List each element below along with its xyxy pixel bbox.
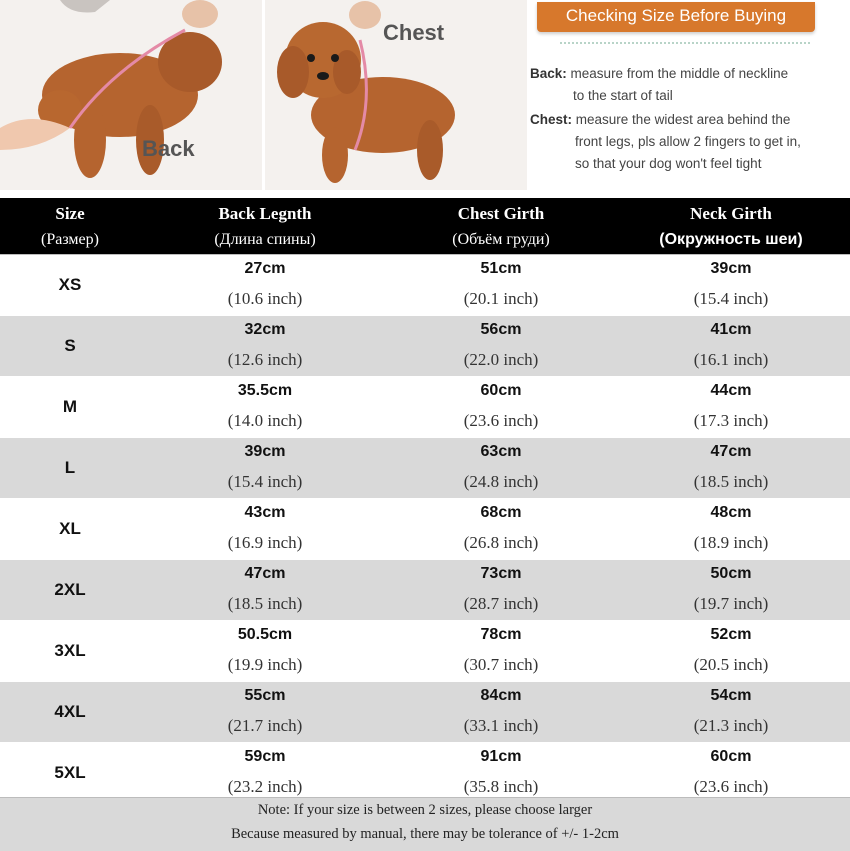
neck-cell: 47cm (18.5 inch) — [612, 438, 850, 499]
chest-desc-line2: front legs, pls allow 2 fingers to get in, — [575, 134, 801, 149]
table-header-row — [0, 198, 850, 255]
neck-cell: 48cm (18.9 inch) — [612, 499, 850, 560]
table-row — [0, 560, 850, 621]
chest-cell: 63cm (24.8 inch) — [390, 438, 612, 499]
back-cell: 47cm (18.5 inch) — [140, 560, 390, 621]
dotted-divider — [560, 42, 810, 48]
header-back-length: Back Legnth (Длина спины) — [140, 198, 390, 255]
size-cell: 5XL — [0, 743, 140, 804]
table-row — [0, 316, 850, 377]
chest-cell: 60cm (23.6 inch) — [390, 377, 612, 438]
back-cell: 35.5cm (14.0 inch) — [140, 377, 390, 438]
header-size: Size (Размер) — [0, 198, 140, 255]
back-instruction — [530, 63, 788, 107]
chest-cell: 73cm (28.7 inch) — [390, 560, 612, 621]
back-cell: 43cm (16.9 inch) — [140, 499, 390, 560]
size-cell: XS — [0, 255, 140, 316]
back-term: Back: — [530, 66, 567, 81]
note-line2: Because measured by manual, there may be tolerance of +/- 1-2cm — [231, 826, 619, 842]
back-measure-photo — [0, 0, 262, 190]
chest-cell: 51cm (20.1 inch) — [390, 255, 612, 316]
size-cell: 4XL — [0, 682, 140, 743]
size-cell: L — [0, 438, 140, 499]
neck-cell: 54cm (21.3 inch) — [612, 682, 850, 743]
chest-cell: 56cm (22.0 inch) — [390, 316, 612, 377]
checking-size-banner: Checking Size Before Buying — [537, 2, 815, 32]
header-neck-girth: Neck Girth (Окружность шеи) — [612, 198, 850, 255]
size-cell: 2XL — [0, 560, 140, 621]
back-cell: 27cm (10.6 inch) — [140, 255, 390, 316]
chest-desc-line3: so that your dog won't feel tight — [575, 156, 762, 171]
size-cell: S — [0, 316, 140, 377]
chest-cell: 68cm (26.8 inch) — [390, 499, 612, 560]
note-line1: Note: If your size is between 2 sizes, please choose larger — [257, 802, 593, 818]
neck-cell: 44cm (17.3 inch) — [612, 377, 850, 438]
header-chest-girth: Chest Girth (Объём груди) — [390, 198, 612, 255]
size-chart-table — [0, 198, 850, 804]
chest-cell: 84cm (33.1 inch) — [390, 682, 612, 743]
neck-cell: 41cm (16.1 inch) — [612, 316, 850, 377]
table-row — [0, 499, 850, 560]
size-cell: XL — [0, 499, 140, 560]
back-cell: 32cm (12.6 inch) — [140, 316, 390, 377]
chest-cell: 78cm (30.7 inch) — [390, 621, 612, 682]
chest-instruction — [530, 109, 801, 175]
back-desc-line2: to the start of tail — [573, 88, 673, 103]
back-cell: 50.5cm (19.9 inch) — [140, 621, 390, 682]
chest-term: Chest: — [530, 112, 573, 127]
back-label: Back — [142, 136, 195, 161]
chest-cell: 91cm (35.8 inch) — [390, 743, 612, 804]
table-row — [0, 377, 850, 438]
chest-measure-photo — [265, 0, 527, 190]
back-cell: 39cm (15.4 inch) — [140, 438, 390, 499]
back-cell: 55cm (21.7 inch) — [140, 682, 390, 743]
size-cell: 3XL — [0, 621, 140, 682]
neck-cell: 39cm (15.4 inch) — [612, 255, 850, 316]
table-row — [0, 255, 850, 316]
chest-desc-line1: measure the widest area behind the — [575, 112, 791, 127]
neck-cell: 60cm (23.6 inch) — [612, 743, 850, 804]
chest-label: Chest — [383, 20, 445, 45]
table-row — [0, 682, 850, 743]
table-row — [0, 438, 850, 499]
table-row — [0, 743, 850, 804]
measurement-guide — [0, 0, 850, 198]
neck-cell: 52cm (20.5 inch) — [612, 621, 850, 682]
back-cell: 59cm (23.2 inch) — [140, 743, 390, 804]
back-desc-line1: measure from the middle of neckline — [570, 66, 789, 81]
size-cell: M — [0, 377, 140, 438]
neck-cell: 50cm (19.7 inch) — [612, 560, 850, 621]
size-note — [0, 797, 850, 851]
table-row — [0, 621, 850, 682]
